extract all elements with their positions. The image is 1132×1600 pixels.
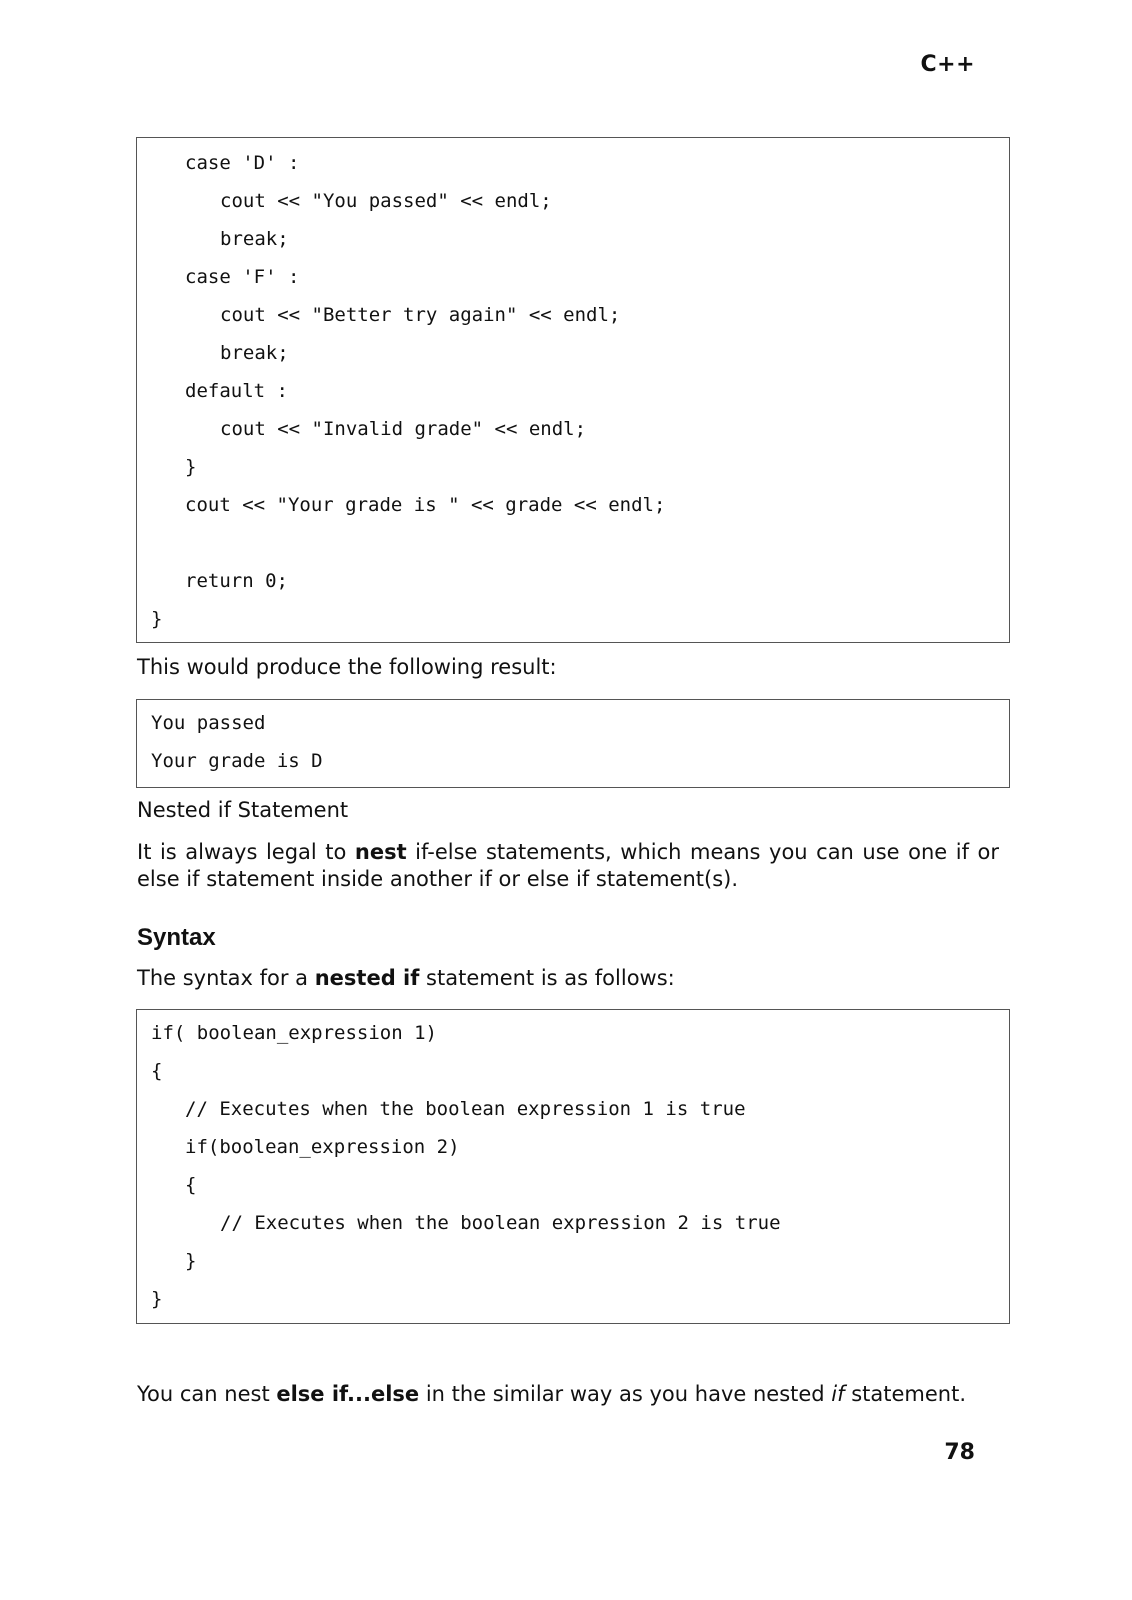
nest-term: nest — [354, 840, 407, 864]
code-line: return 0; — [185, 570, 288, 592]
section-title: Nested if Statement — [137, 798, 349, 822]
code-line: // Executes when the boolean expression 1 is true — [185, 1098, 746, 1120]
closing-mid: in the similar way as you have nested — [419, 1382, 832, 1406]
closing-post: statement. — [844, 1382, 966, 1406]
closing-pre: You can nest — [137, 1382, 277, 1406]
code-line: } — [185, 1250, 197, 1272]
code-line: { — [151, 1060, 163, 1082]
output-line: Your grade is D — [151, 750, 323, 772]
nest-text-post: if-else statements, which means you can use one if or else if statement inside another if or else if statement(s). — [137, 840, 999, 891]
syntax-intro — [137, 965, 675, 992]
output-line: You passed — [151, 712, 266, 734]
code-line: case 'D' : — [185, 152, 300, 174]
nest-text-pre: It is always legal to — [137, 840, 355, 864]
page-number: 78 — [944, 1440, 975, 1465]
code-line: if( boolean_expression 1) — [151, 1022, 437, 1044]
code-line: break; — [220, 342, 289, 364]
code-line: } — [151, 1288, 163, 1310]
running-header: C++ — [920, 52, 975, 77]
code-line: if(boolean_expression 2) — [185, 1136, 460, 1158]
closing-paragraph — [137, 1381, 966, 1408]
syntax-intro-term: nested if — [314, 966, 420, 990]
code-line: case 'F' : — [185, 266, 300, 288]
output-block — [136, 699, 1010, 788]
closing-italic-term: if — [831, 1382, 845, 1406]
syntax-intro-pre: The syntax for a — [137, 966, 315, 990]
code-line: cout << "You passed" << endl; — [220, 190, 552, 212]
syntax-heading: Syntax — [137, 924, 216, 951]
code-line: } — [151, 608, 163, 630]
code-block-nested-if — [136, 1009, 1010, 1324]
code-line: cout << "Invalid grade" << endl; — [220, 418, 587, 440]
code-line: cout << "Better try again" << endl; — [220, 304, 621, 326]
nest-paragraph — [137, 839, 999, 893]
code-line: cout << "Your grade is " << grade << endl; — [185, 494, 666, 516]
code-line: // Executes when the boolean expression 2 is true — [220, 1212, 781, 1234]
code-line: } — [185, 456, 197, 478]
syntax-intro-post: statement is as follows: — [419, 966, 675, 990]
code-line: default : — [185, 380, 288, 402]
result-intro: This would produce the following result: — [137, 655, 557, 679]
closing-term: else if...else — [276, 1382, 420, 1406]
code-block-switch — [136, 137, 1010, 643]
code-line: break; — [220, 228, 289, 250]
code-line: { — [185, 1174, 197, 1196]
